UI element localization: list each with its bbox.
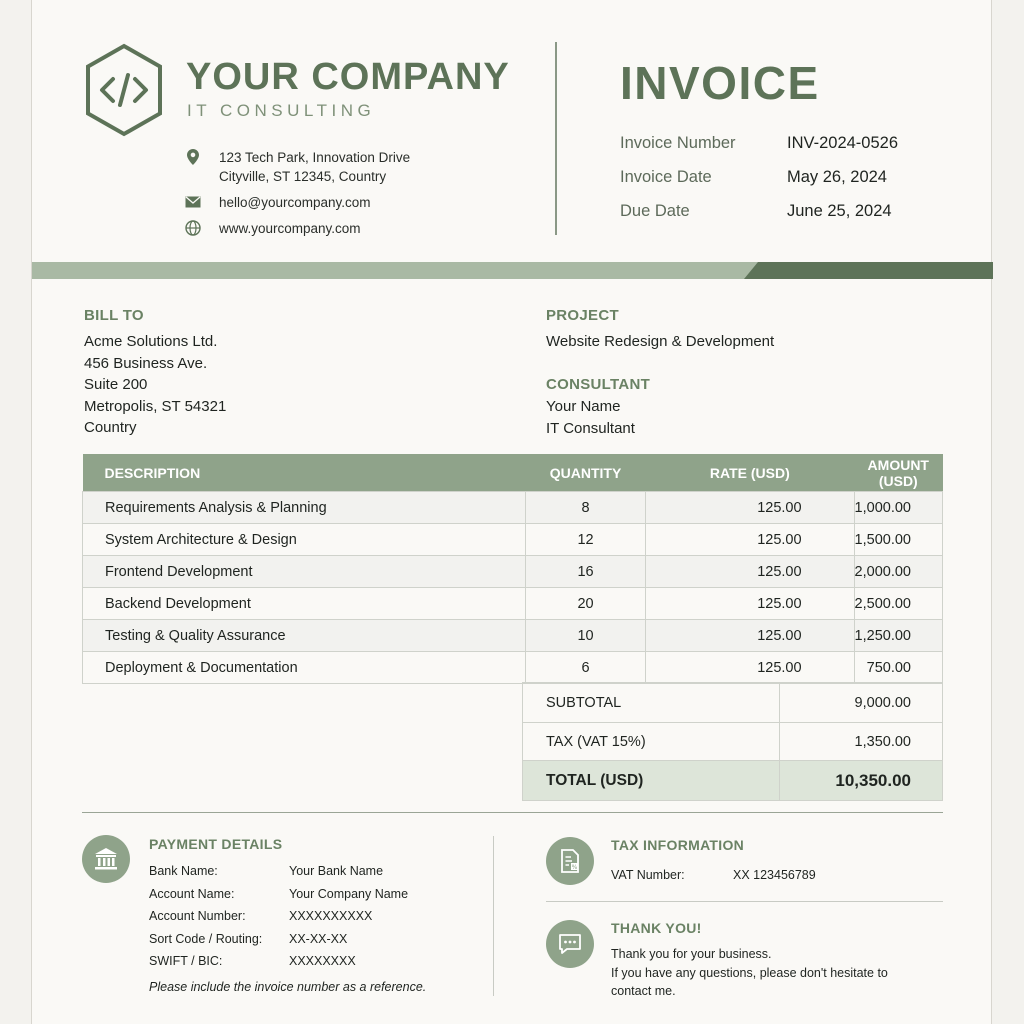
account-number-value: XXXXXXXXXX	[289, 909, 373, 923]
due-date-label: Due Date	[620, 202, 690, 220]
column-header: RATE (USD)	[646, 454, 854, 492]
address-line-2: Cityville, ST 12345, Country	[219, 169, 387, 184]
consultant-heading: CONSULTANT	[546, 376, 651, 393]
bill-to-line: Acme Solutions Ltd.	[84, 333, 218, 350]
project-name: Website Redesign & Development	[546, 333, 775, 350]
envelope-icon	[184, 193, 202, 211]
table-cell: Requirements Analysis & Planning	[83, 492, 526, 524]
address-row	[184, 148, 410, 186]
email-row	[184, 193, 371, 212]
table-row	[83, 492, 943, 524]
total-row	[523, 761, 943, 801]
table-cell: 1,500.00	[854, 524, 942, 556]
address-line-1: 123 Tech Park, Innovation Drive	[219, 150, 411, 165]
invoice-date: May 26, 2024	[787, 168, 887, 186]
subtotal-value: 9,000.00	[780, 683, 943, 723]
bank-icon	[82, 835, 130, 883]
table-cell: Backend Development	[83, 588, 526, 620]
table-cell: Frontend Development	[83, 556, 526, 588]
table-cell: 1,250.00	[854, 620, 942, 652]
payment-heading: PAYMENT DETAILS	[149, 836, 283, 852]
header-divider	[555, 42, 557, 235]
vat-number-label: VAT Number:	[611, 868, 685, 882]
bank-name-label: Bank Name:	[149, 864, 218, 878]
bill-to-heading: BILL TO	[84, 307, 144, 324]
table-cell: 20	[525, 588, 645, 620]
subtotal-label: SUBTOTAL	[523, 683, 780, 723]
footer-row-divider	[546, 901, 943, 902]
bill-to-line: Suite 200	[84, 376, 148, 393]
vat-number-value: XX 123456789	[733, 868, 816, 882]
tax-document-icon	[546, 837, 594, 885]
footer-column-divider	[493, 836, 494, 996]
table-cell: 2,500.00	[854, 588, 942, 620]
subtotal-row	[523, 683, 943, 723]
code-brackets-hexagon-icon	[82, 42, 166, 138]
table-cell: 2,000.00	[854, 556, 942, 588]
table-row	[83, 524, 943, 556]
chat-bubble-icon	[546, 920, 594, 968]
account-number-label: Account Number:	[149, 909, 246, 923]
table-row	[83, 556, 943, 588]
column-header: QUANTITY	[525, 454, 645, 492]
thanks-line: contact me.	[611, 984, 676, 998]
table-cell: System Architecture & Design	[83, 524, 526, 556]
svg-text:%: %	[571, 864, 578, 871]
table-cell: Testing & Quality Assurance	[83, 620, 526, 652]
thanks-line: If you have any questions, please don't hesitate to	[611, 965, 888, 980]
tax-value: 1,350.00	[780, 723, 943, 761]
invoice-number: INV-2024-0526	[787, 134, 898, 152]
invoice-title: INVOICE	[620, 57, 820, 109]
tax-label: TAX (VAT 15%)	[523, 723, 780, 761]
thanks-message	[611, 945, 888, 1001]
column-header: DESCRIPTION	[83, 454, 526, 492]
table-cell: 12	[525, 524, 645, 556]
company-tagline: IT CONSULTING	[187, 101, 376, 120]
table-cell: 6	[525, 652, 645, 684]
items-table	[82, 454, 943, 684]
table-cell: Deployment & Documentation	[83, 652, 526, 684]
header-band-accent	[744, 262, 993, 279]
table-row	[83, 620, 943, 652]
tax-info-heading: TAX INFORMATION	[611, 837, 745, 853]
table-header-row	[83, 454, 943, 492]
tax-row	[523, 723, 943, 761]
consultant-role: IT Consultant	[546, 420, 635, 437]
table-cell: 16	[525, 556, 645, 588]
table-cell: 125.00	[646, 492, 854, 524]
table-row	[83, 588, 943, 620]
total-value: 10,350.00	[780, 761, 943, 801]
table-cell: 8	[525, 492, 645, 524]
globe-icon	[184, 219, 202, 237]
table-cell: 750.00	[854, 652, 942, 684]
swift-label: SWIFT / BIC:	[149, 954, 223, 968]
table-cell: 125.00	[646, 652, 854, 684]
sort-code-label: Sort Code / Routing:	[149, 932, 263, 946]
consultant-name: Your Name	[546, 398, 621, 415]
table-cell: 125.00	[646, 588, 854, 620]
table-cell: 1,000.00	[854, 492, 942, 524]
account-name-value: Your Company Name	[289, 887, 409, 901]
company-name: YOUR COMPANY	[186, 56, 510, 98]
website-row	[184, 219, 361, 238]
account-name-label: Account Name:	[149, 887, 235, 901]
total-label: TOTAL (USD)	[523, 761, 780, 801]
location-pin-icon	[184, 148, 202, 166]
invoice-page	[31, 0, 992, 1024]
bill-to-line: Metropolis, ST 54321	[84, 397, 227, 415]
table-row	[83, 652, 943, 684]
bill-to-address	[84, 331, 226, 439]
table-cell: 10	[525, 620, 645, 652]
table-cell: 125.00	[646, 556, 854, 588]
bill-to-line: Country	[84, 419, 137, 436]
thanks-line: Thank you for your business.	[611, 947, 772, 961]
due-date: June 25, 2024	[787, 202, 892, 220]
table-cell: 125.00	[646, 620, 854, 652]
footer-divider	[82, 812, 943, 813]
totals-table	[522, 682, 943, 801]
company-email[interactable]: hello@yourcompany.com	[219, 195, 371, 210]
column-header: AMOUNT (USD)	[854, 454, 942, 492]
bank-name-value: Your Bank Name	[289, 864, 384, 878]
table-cell: 125.00	[646, 524, 854, 556]
swift-value: XXXXXXXX	[289, 954, 356, 968]
sort-code-value: XX-XX-XX	[289, 932, 348, 946]
company-website[interactable]: www.yourcompany.com	[219, 221, 361, 236]
bill-to-line: 456 Business Ave.	[84, 354, 208, 372]
thanks-heading: THANK YOU!	[611, 920, 702, 936]
invoice-number-label: Invoice Number	[620, 134, 736, 152]
payment-note: Please include the invoice number as a reference.	[149, 980, 427, 994]
project-heading: PROJECT	[546, 307, 619, 324]
invoice-date-label: Invoice Date	[620, 168, 712, 186]
